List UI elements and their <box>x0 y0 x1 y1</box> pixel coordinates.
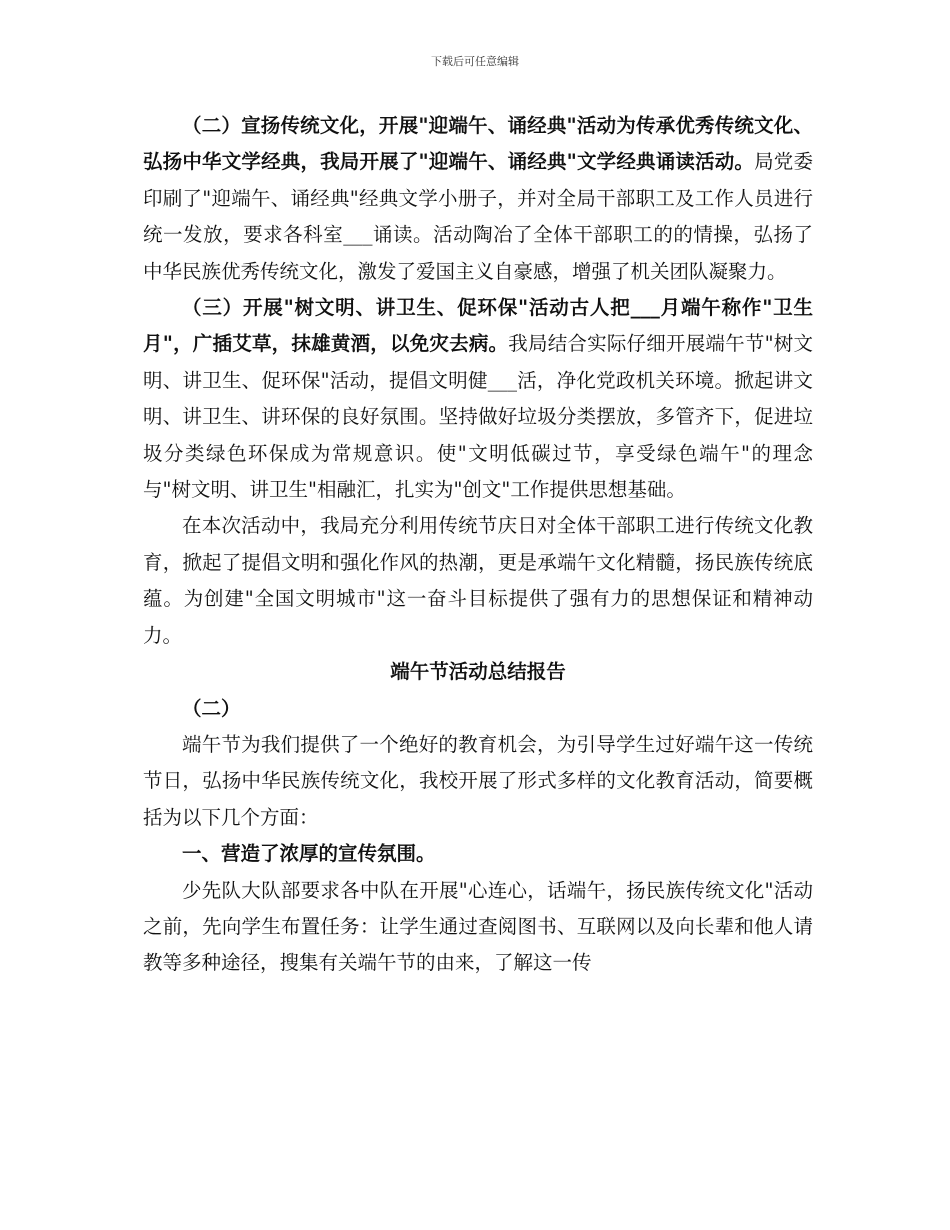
document-body <box>143 108 813 982</box>
paragraph-1 <box>143 108 813 290</box>
section-heading-1: 一、营造了浓厚的宣传氛围。 <box>182 842 436 866</box>
section-intro: 端午节为我们提供了一个绝好的教育机会，为引导学生过好端午这一传统节日，弘扬中华民族传统文化，我校开展了形式多样的文化教育活动，简要概括为以下几个方面： <box>143 732 813 829</box>
section-title: 端午节活动总结报告 <box>390 660 566 684</box>
paragraph-1-text: 局党委印刷了"迎端午、诵经典"经典文学小册子，并对全局干部职工及工作人员进行统一发放，要求各科室___诵读。活动陶冶了全体干部职工的的情操，弘扬了中华民族优秀传统文化，激发了爱国主义自豪感，增强了机关团队凝聚力。 <box>143 150 813 283</box>
paragraph-2-bold: （三）开展"树文明、讲卫生、促环保"活动古人把___月端午称作"卫生月"，广插艾草，抹雄黄酒，以免灾去病。 <box>143 296 813 356</box>
paragraph-2 <box>143 290 813 508</box>
paragraph-2-text: 我局结合实际仔细开展端午节"树文明、讲卫生、促环保"活动，提倡文明健___活，净化党政机关环境。掀起讲文明、讲卫生、讲环保的良好氛围。坚持做好垃圾分类摆放，多管齐下，促进垃圾分类绿色环保成为常规意识。使"文明低碳过节，享受绿色端午"的理念与"树文明、讲卫生"相融汇，扎实为"创文"工作提供思想基础。 <box>143 332 813 502</box>
paragraph-1-bold: （二）宣扬传统文化，开展"迎端午、诵经典"活动为传承优秀传统文化、弘扬中华文学经典，我局开展了"迎端午、诵经典"文学经典诵读活动。 <box>143 114 813 174</box>
page-header: 下载后可任意编辑 <box>431 55 519 68</box>
section-last-paragraph: 少先队大队部要求各中队在开展"心连心，话端午，扬民族传统文化"活动之前，先向学生布置任务：让学生通过查阅图书、互联网以及向长辈和他人请教等多种途径，搜集有关端午节的由来，了解这一传 <box>143 878 813 975</box>
paragraph-3: 在本次活动中，我局充分利用传统节庆日对全体干部职工进行传统文化教育，掀起了提倡文明和强化作风的热潮，更是承端午文化精髓，扬民族传统底蕴。为创建"全国文明城市"这一奋斗目标提供了强有力的思想保证和精神动力。 <box>143 514 813 647</box>
section-number: （二） <box>182 696 241 720</box>
